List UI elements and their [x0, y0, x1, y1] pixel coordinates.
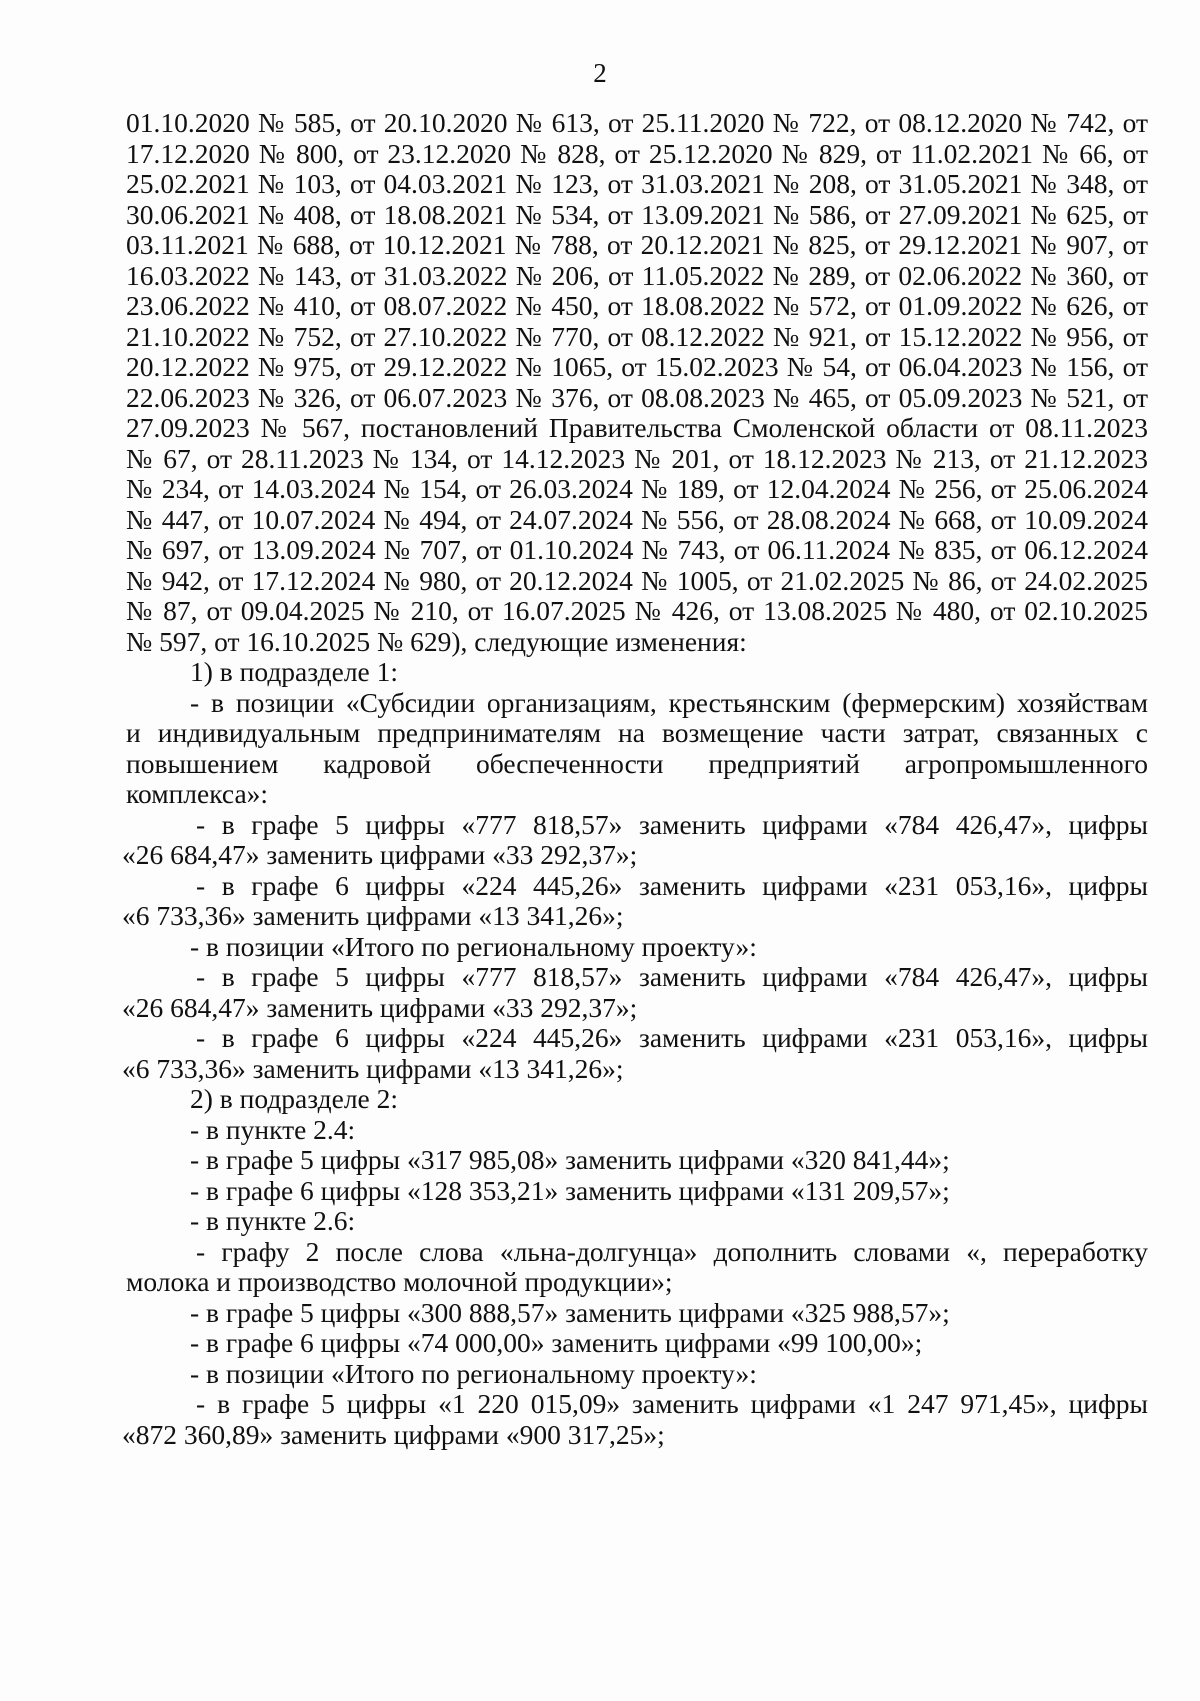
- list-item: - в графе 6 цифры «74 000,00» заменить цифрами «99 100,00»;: [190, 1327, 923, 1358]
- text-line: № 447, от 10.07.2024 № 494, от 24.07.2024 № 556, от 28.08.2024 № 668, от 10.09.2024: [126, 503, 1148, 535]
- list-item: - в позиции «Итого по региональному проекту»:: [190, 1357, 757, 1389]
- list-item: - графу 2 после слова «льна-долгунца» дополнить словами «, переработку: [196, 1235, 1148, 1267]
- list-item: - в пункте 2.4:: [190, 1113, 356, 1145]
- text-line: 23.06.2022 № 410, от 08.07.2022 № 450, от 18.08.2022 № 572, от 01.09.2022 № 626, от: [126, 290, 1148, 321]
- text-line: «6 733,36» заменить цифрами «13 341,26»;: [122, 900, 624, 931]
- list-item: - в позиции «Итого по региональному проекту»:: [190, 930, 757, 962]
- text-line: 30.06.2021 № 408, от 18.08.2021 № 534, от 13.09.2021 № 586, от 27.09.2021 № 625, от: [126, 198, 1148, 230]
- list-item: - в графе 6 цифры «128 353,21» заменить цифрами «131 209,57»;: [190, 1174, 950, 1206]
- text-line: 01.10.2020 № 585, от 20.10.2020 № 613, от 25.11.2020 № 722, от 08.12.2020 № 742, от: [126, 107, 1148, 138]
- text-line: повышением кадровой обеспеченности предприятий агропромышленного: [126, 747, 1148, 779]
- text-line: «872 360,89» заменить цифрами «900 317,25»;: [122, 1418, 665, 1450]
- text-line: «6 733,36» заменить цифрами «13 341,26»;: [122, 1052, 624, 1084]
- list-item: - в графе 5 цифры «777 818,57» заменить цифрами «784 426,47», цифры: [196, 808, 1148, 840]
- text-line: 27.09.2023 № 567, постановлений Правительства Смоленской области от 08.11.2023: [126, 412, 1148, 443]
- list-item: - в пункте 2.6:: [190, 1205, 356, 1236]
- list-item: 2) в подразделе 2:: [190, 1083, 399, 1114]
- text-line: и индивидуальным предпринимателям на возмещение части затрат, связанных с: [126, 717, 1148, 748]
- text-line: молока и производство молочной продукции»;: [126, 1266, 673, 1297]
- text-line: № 67, от 28.11.2023 № 134, от 14.12.2023 № 201, от 18.12.2023 № 213, от 21.12.2023: [126, 442, 1148, 474]
- text-line: 17.12.2020 № 800, от 23.12.2020 № 828, от 25.12.2020 № 829, от 11.02.2021 № 66, от: [126, 137, 1148, 169]
- list-item: - в графе 5 цифры «777 818,57» заменить цифрами «784 426,47», цифры: [196, 961, 1148, 992]
- text-line: «26 684,47» заменить цифрами «33 292,37»;: [122, 991, 638, 1023]
- text-line: № 942, от 17.12.2024 № 980, от 20.12.2024 № 1005, от 21.02.2025 № 86, от 24.02.2025: [126, 564, 1148, 596]
- document-body: [122, 107, 1148, 1450]
- text-line: № 597, от 16.10.2025 № 629), следующие изменения:: [126, 625, 747, 657]
- text-line: № 697, от 13.09.2024 № 707, от 01.10.2024 № 743, от 06.11.2024 № 835, от 06.12.2024: [126, 534, 1148, 565]
- text-line: «26 684,47» заменить цифрами «33 292,37»;: [122, 839, 638, 870]
- list-item: - в позиции «Субсидии организациям, крестьянским (фермерским) хозяйствам: [190, 686, 1148, 718]
- list-item: - в графе 5 цифры «317 985,08» заменить цифрами «320 841,44»;: [190, 1144, 950, 1175]
- list-item: - в графе 6 цифры «224 445,26» заменить цифрами «231 053,16», цифры: [196, 1022, 1148, 1053]
- text-line: 20.12.2022 № 975, от 29.12.2022 № 1065, от 15.02.2023 № 54, от 06.04.2023 № 156, от: [126, 351, 1148, 382]
- list-item: - в графе 5 цифры «300 888,57» заменить цифрами «325 988,57»;: [190, 1296, 950, 1328]
- page-number: 2: [593, 58, 607, 88]
- text-line: 25.02.2021 № 103, от 04.03.2021 № 123, от 31.03.2021 № 208, от 31.05.2021 № 348, от: [126, 168, 1148, 199]
- text-line: комплекса»:: [126, 778, 269, 809]
- text-line: № 234, от 14.03.2024 № 154, от 26.03.2024 № 189, от 12.04.2024 № 256, от 25.06.2024: [126, 473, 1148, 504]
- list-item: 1) в подразделе 1:: [190, 656, 399, 687]
- text-line: № 87, от 09.04.2025 № 210, от 16.07.2025 № 426, от 13.08.2025 № 480, от 02.10.2025: [126, 595, 1148, 626]
- text-line: 16.03.2022 № 143, от 31.03.2022 № 206, от 11.05.2022 № 289, от 02.06.2022 № 360, от: [126, 259, 1148, 291]
- text-line: 21.10.2022 № 752, от 27.10.2022 № 770, от 08.12.2022 № 921, от 15.12.2022 № 956, от: [126, 320, 1148, 352]
- list-item: - в графе 6 цифры «224 445,26» заменить цифрами «231 053,16», цифры: [196, 869, 1148, 901]
- text-line: 22.06.2023 № 326, от 06.07.2023 № 376, от 08.08.2023 № 465, от 05.09.2023 № 521, от: [126, 381, 1148, 413]
- list-item: - в графе 5 цифры «1 220 015,09» заменить цифрами «1 247 971,45», цифры: [196, 1388, 1148, 1419]
- text-line: 03.11.2021 № 688, от 10.12.2021 № 788, от 20.12.2021 № 825, от 29.12.2021 № 907, от: [126, 229, 1148, 260]
